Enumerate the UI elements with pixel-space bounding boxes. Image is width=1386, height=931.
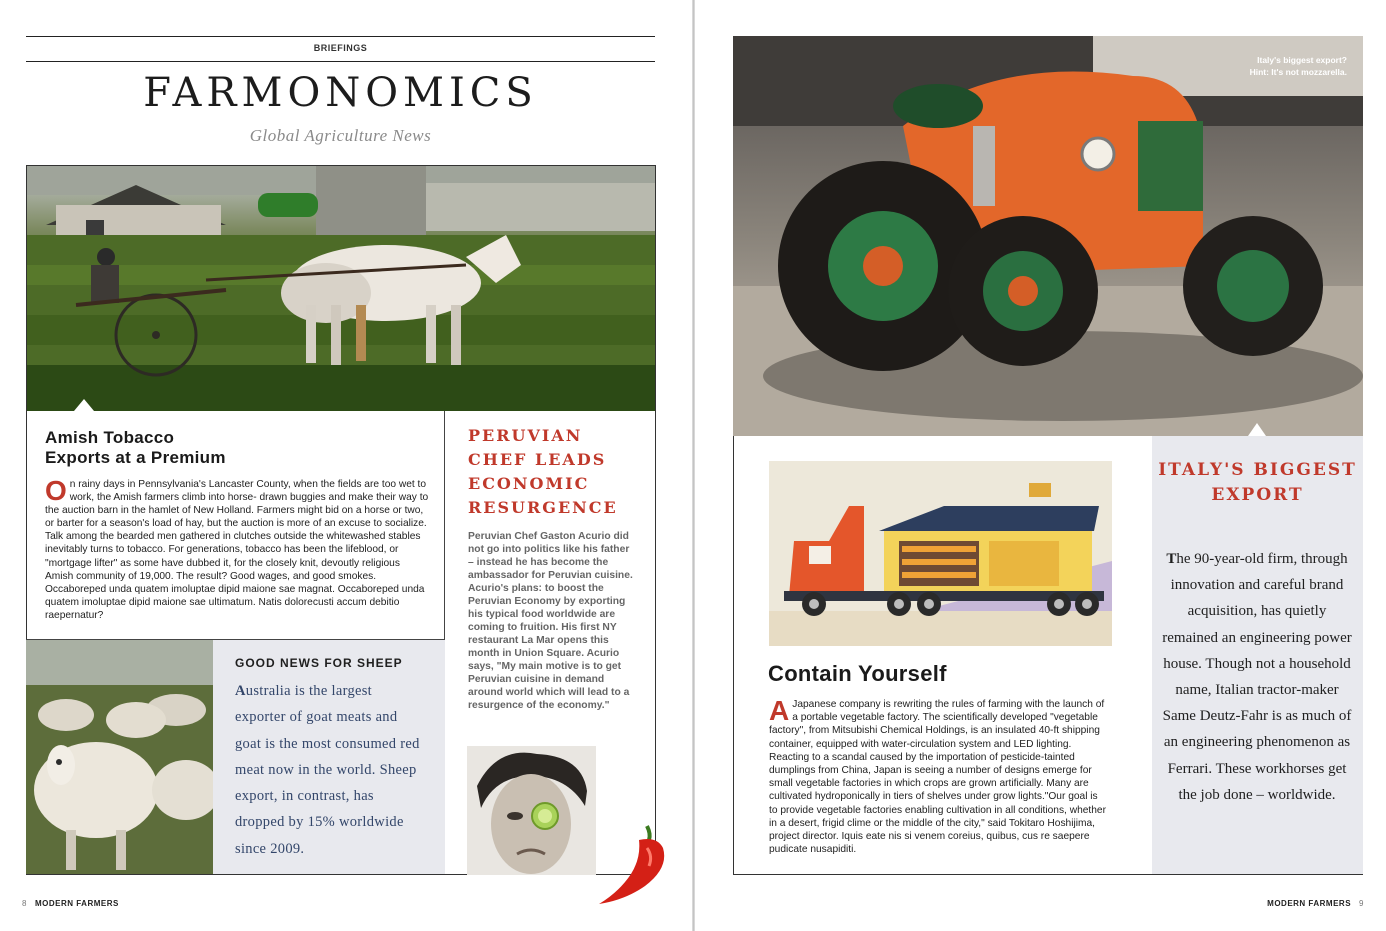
contain-dropcap: A bbox=[769, 695, 790, 726]
sheep-photo bbox=[26, 640, 213, 874]
left-folio bbox=[22, 899, 119, 908]
contain-yourself-headline: Contain Yourself bbox=[768, 661, 947, 686]
orange-tractor-illustration bbox=[733, 36, 1363, 436]
contain-article-body bbox=[769, 695, 1107, 856]
red-pepper-graphic bbox=[595, 820, 675, 908]
contain-article-text: Japanese company is rewriting the rules of farming with the launch of a portable vegetable factory. The scientifically developed "vegetable factory", from Mitsubishi Chemical Holdings, is an insulated 40-ft shipping container, equipped with water-circulation system and LED lighting. Reacting to a scandal caused by the importation of pesticide-tainted dumplings from China, Japan is seeing a number of designs emerge for small vegetable factories in which crops are grown artificially. Many are cultivated hydroponically in tiers of shelves under grow lights."Our goal is to provide vegetable factories enabling cultivation in all conditions, whether in a desert, frigid clime or the middle of the city," said Tokitaro Hoshijima, project director. Iquis eate nis si venem coreius, quibus, cus re saepere pudicate nusapiditi. bbox=[769, 699, 1106, 856]
tractor-photo bbox=[733, 36, 1363, 436]
right-publication-name: MODERN FARMERS bbox=[1267, 899, 1352, 908]
tractor-caption bbox=[1250, 54, 1347, 78]
amish-headline-line1: Amish Tobacco bbox=[45, 428, 175, 447]
amish-headline-line2: Exports at a Premium bbox=[45, 448, 226, 467]
tractor-caption-line1: Italy's biggest export? bbox=[1257, 55, 1347, 65]
masthead-subtitle: Global Agriculture News bbox=[249, 126, 432, 145]
sheep-headline: GOOD NEWS FOR SHEEP bbox=[235, 656, 403, 670]
italy-lead-letter: T bbox=[1166, 551, 1177, 567]
truck-graphic bbox=[769, 461, 1112, 646]
chef-portrait-illustration bbox=[467, 746, 596, 875]
red-pepper-icon bbox=[595, 820, 675, 908]
amish-article-text: n rainy days in Pennsylvania's Lancaster County, when the fields are too wet to work, the Amish farmers climb into horse- drawn buggies and make their way to the auction barn in the hamlet of New Holland. Farmers might bid on a horse or two, or barter for a season's load of hay, but the auction is more of an excuse to socialize. Talk among the bearded men gathered in clutches outside the whitewashed stables inevitably turns to tobacco. For generations, tobacco has been the lifeblood, or "mortgage lifter" as some have dubbed it, for the closely knit, devoutly religious Amish community of 19,000. The result? Good wages, and good smokes. Occaboreped unda quatem imoluptae dipid maione sae magnat. Occaboreped unda quatem imoluptae dipid maione sae ultimatum. Natis dolorecusti accum debitio raepernatur? bbox=[45, 479, 429, 621]
left-page-number: 8 bbox=[22, 899, 27, 908]
sheep-article-text: ustralia is the largest exporter of goat meats and goat is the most consumed red meat now in the world. Sheep export, in contrast, has dropped by 15% worldwide since 2009. bbox=[235, 683, 420, 857]
vegetable-factory-truck-illustration bbox=[769, 461, 1112, 646]
right-folio bbox=[1267, 899, 1364, 908]
italy-notch bbox=[1248, 423, 1266, 436]
amish-article-body bbox=[45, 475, 430, 622]
italy-article-body bbox=[1158, 546, 1356, 808]
italy-headline: ITALY'S BIGGEST EXPORT bbox=[1158, 460, 1357, 505]
sheep-lead-letter: A bbox=[235, 683, 246, 699]
sheep-article-body bbox=[235, 678, 420, 862]
peruvian-headline: PERUVIAN CHEF LEADS ECONOMIC RESURGENCE bbox=[468, 426, 618, 517]
section-rule bbox=[26, 61, 655, 62]
italy-article-text: he 90-year-old firm, through innovation and careful brand acquisition, has quietly remained an engineering power house. Though not a household name, Italian tractor-maker Same Deutz-Fahr is as much of an engineering phenomenon as Ferrari. These workhorses get the job done – worldwide. bbox=[1162, 551, 1352, 803]
amish-dropcap: O bbox=[45, 475, 67, 506]
peruvian-article-body: Peruvian Chef Gaston Acurio did not go into politics like his father – instead he has become the ambassador for Peruvian cuisine. Acurio's plans: to boost the Peruvian Economy by exporting his typical food worldwide are coming to fruition. His first NY restaurant La Mar opens this month in Union Square. Acurio says, "My main motive is to get Peruvian cuisine in demand around world which will lead to a resurgence of the economy." bbox=[468, 531, 633, 711]
spread-fold bbox=[692, 0, 695, 931]
sheep-flock-illustration bbox=[26, 640, 213, 874]
top-rule bbox=[26, 36, 655, 37]
chef-portrait-photo bbox=[467, 746, 596, 875]
amish-headline bbox=[45, 428, 226, 468]
left-publication-name: MODERN FARMERS bbox=[34, 899, 119, 908]
section-label: BRIEFINGS bbox=[313, 43, 368, 53]
masthead-title: FARMONOMICS bbox=[143, 70, 538, 116]
tractor-caption-line2: Hint: It's not mozzarella. bbox=[1249, 67, 1347, 77]
right-page-number: 9 bbox=[1359, 899, 1364, 908]
